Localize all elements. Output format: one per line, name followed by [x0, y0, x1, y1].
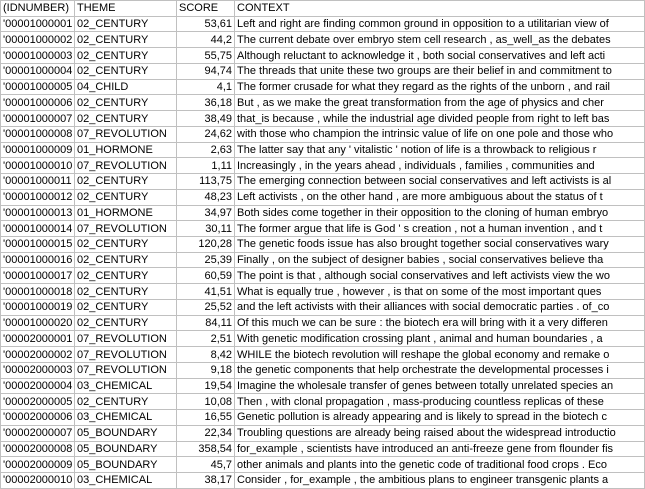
- table-row: [1, 268, 645, 284]
- id-cell[interactable]: '00001000012: [1, 189, 75, 205]
- context-cell[interactable]: The genetic foods issue has also brought together social conservatives wary: [235, 237, 645, 253]
- id-cell[interactable]: '00002000006: [1, 410, 75, 426]
- context-cell[interactable]: The emerging connection between social conservatives and left activists is al: [235, 174, 645, 190]
- theme-cell[interactable]: 05_BOUNDARY: [75, 425, 177, 441]
- table-row: [1, 142, 645, 158]
- theme-cell[interactable]: 02_CENTURY: [75, 189, 177, 205]
- id-cell[interactable]: '00001000002: [1, 32, 75, 48]
- context-cell[interactable]: the genetic components that help orchestrate the developmental processes i: [235, 362, 645, 378]
- table-row: [1, 158, 645, 174]
- score-cell[interactable]: 120,28: [177, 237, 235, 253]
- id-cell[interactable]: '00001000013: [1, 205, 75, 221]
- context-cell[interactable]: But , as we make the great transformation from the age of physics and cher: [235, 95, 645, 111]
- context-cell[interactable]: Increasingly , in the years ahead , individuals , families , communities and: [235, 158, 645, 174]
- table-row: [1, 16, 645, 32]
- id-cell[interactable]: '00002000007: [1, 425, 75, 441]
- table-row: [1, 441, 645, 457]
- table-row: [1, 174, 645, 190]
- context-cell[interactable]: What is equally true , however , is that on some of the most important ques: [235, 284, 645, 300]
- context-cell[interactable]: WHILE the biotech revolution will reshape the global economy and remake o: [235, 347, 645, 363]
- table-row: [1, 410, 645, 426]
- header-row: [1, 1, 645, 17]
- id-cell[interactable]: '00002000001: [1, 331, 75, 347]
- theme-cell[interactable]: 03_CHEMICAL: [75, 410, 177, 426]
- context-cell[interactable]: The former crusade for what they regard as the rights of the unborn , and rail: [235, 79, 645, 95]
- theme-cell[interactable]: 03_CHEMICAL: [75, 473, 177, 489]
- score-cell[interactable]: 10,08: [177, 394, 235, 410]
- score-cell[interactable]: 8,42: [177, 347, 235, 363]
- score-cell[interactable]: 25,39: [177, 252, 235, 268]
- table-row: [1, 252, 645, 268]
- context-cell[interactable]: With genetic modification crossing plant , animal and human boundaries , a: [235, 331, 645, 347]
- table-row: [1, 425, 645, 441]
- theme-cell[interactable]: 02_CENTURY: [75, 95, 177, 111]
- table-row: [1, 111, 645, 127]
- id-cell[interactable]: '00001000004: [1, 63, 75, 79]
- id-cell[interactable]: '00001000001: [1, 16, 75, 32]
- table-row: [1, 315, 645, 331]
- table-row: [1, 32, 645, 48]
- theme-cell[interactable]: 02_CENTURY: [75, 284, 177, 300]
- id-cell[interactable]: '00002000010: [1, 473, 75, 489]
- score-cell[interactable]: 9,18: [177, 362, 235, 378]
- score-cell[interactable]: 2,51: [177, 331, 235, 347]
- table-row: [1, 205, 645, 221]
- id-cell[interactable]: '00002000004: [1, 378, 75, 394]
- score-cell[interactable]: 19,54: [177, 378, 235, 394]
- score-cell[interactable]: 358,54: [177, 441, 235, 457]
- theme-cell[interactable]: 02_CENTURY: [75, 48, 177, 64]
- table-row: [1, 189, 645, 205]
- id-cell[interactable]: '00002000002: [1, 347, 75, 363]
- table-row: [1, 473, 645, 489]
- table-row: [1, 347, 645, 363]
- table-row: [1, 126, 645, 142]
- theme-cell[interactable]: 02_CENTURY: [75, 174, 177, 190]
- id-cell[interactable]: '00001000016: [1, 252, 75, 268]
- theme-cell[interactable]: 02_CENTURY: [75, 394, 177, 410]
- context-cell[interactable]: with those who champion the intrinsic value of life on one pole and those who: [235, 126, 645, 142]
- score-cell[interactable]: 24,62: [177, 126, 235, 142]
- score-cell[interactable]: 113,75: [177, 174, 235, 190]
- score-cell[interactable]: 55,75: [177, 48, 235, 64]
- context-cell[interactable]: The point is that , although social conservatives and left activists view the wo: [235, 268, 645, 284]
- score-cell[interactable]: 48,23: [177, 189, 235, 205]
- theme-cell[interactable]: 02_CENTURY: [75, 63, 177, 79]
- table-row: [1, 378, 645, 394]
- id-cell[interactable]: '00002000003: [1, 362, 75, 378]
- id-cell[interactable]: '00001000019: [1, 299, 75, 315]
- table-row: [1, 63, 645, 79]
- header-score[interactable]: SCORE: [177, 1, 235, 17]
- score-cell[interactable]: 41,51: [177, 284, 235, 300]
- context-cell[interactable]: Genetic pollution is already appearing and is likely to spread in the biotech c: [235, 410, 645, 426]
- theme-cell[interactable]: 02_CENTURY: [75, 252, 177, 268]
- context-cell[interactable]: Of this much we can be sure : the biotech era will bring with it a very differen: [235, 315, 645, 331]
- id-cell[interactable]: '00002000009: [1, 457, 75, 473]
- table-row: [1, 362, 645, 378]
- table-row: [1, 48, 645, 64]
- table-row: [1, 457, 645, 473]
- context-cell[interactable]: other animals and plants into the genetic code of traditional food crops . Eco: [235, 457, 645, 473]
- context-cell[interactable]: Imagine the wholesale transfer of genes between totally unrelated species an: [235, 378, 645, 394]
- context-cell[interactable]: Left activists , on the other hand , are more ambiguous about the status of t: [235, 189, 645, 205]
- theme-cell[interactable]: 03_CHEMICAL: [75, 378, 177, 394]
- id-cell[interactable]: '00001000008: [1, 126, 75, 142]
- table-row: [1, 331, 645, 347]
- theme-cell[interactable]: 01_HORMONE: [75, 205, 177, 221]
- score-cell[interactable]: 36,18: [177, 95, 235, 111]
- context-cell[interactable]: Then , with clonal propagation , mass-producing countless replicas of these: [235, 394, 645, 410]
- context-cell[interactable]: Troubling questions are already being raised about the widespread introductio: [235, 425, 645, 441]
- theme-cell[interactable]: 04_CHILD: [75, 79, 177, 95]
- theme-cell[interactable]: 05_BOUNDARY: [75, 457, 177, 473]
- theme-cell[interactable]: 02_CENTURY: [75, 268, 177, 284]
- theme-cell[interactable]: 07_REVOLUTION: [75, 347, 177, 363]
- id-cell[interactable]: '00001000020: [1, 315, 75, 331]
- id-cell[interactable]: '00001000018: [1, 284, 75, 300]
- score-cell[interactable]: 45,7: [177, 457, 235, 473]
- context-cell[interactable]: Consider , for_example , the ambitious plans to engineer transgenic plants a: [235, 473, 645, 489]
- context-cell[interactable]: Left and right are finding common ground in opposition to a utilitarian view of: [235, 16, 645, 32]
- id-cell[interactable]: '00001000015: [1, 237, 75, 253]
- context-cell[interactable]: Both sides come together in their opposition to the cloning of human embryo: [235, 205, 645, 221]
- id-cell[interactable]: '00001000006: [1, 95, 75, 111]
- context-cell[interactable]: that_is because , while the industrial age divided people from right to left bas: [235, 111, 645, 127]
- table-row: [1, 394, 645, 410]
- table-row: [1, 221, 645, 237]
- score-cell[interactable]: 4,1: [177, 79, 235, 95]
- score-cell[interactable]: 94,74: [177, 63, 235, 79]
- score-cell[interactable]: 1,11: [177, 158, 235, 174]
- score-cell[interactable]: 25,52: [177, 299, 235, 315]
- score-cell[interactable]: 22,34: [177, 425, 235, 441]
- score-cell[interactable]: 84,11: [177, 315, 235, 331]
- theme-cell[interactable]: 07_REVOLUTION: [75, 158, 177, 174]
- id-cell[interactable]: '00002000005: [1, 394, 75, 410]
- score-cell[interactable]: 38,49: [177, 111, 235, 127]
- score-cell[interactable]: 44,2: [177, 32, 235, 48]
- id-cell[interactable]: '00001000011: [1, 174, 75, 190]
- score-cell[interactable]: 34,97: [177, 205, 235, 221]
- id-cell[interactable]: '00001000014: [1, 221, 75, 237]
- table-row: [1, 299, 645, 315]
- theme-cell[interactable]: 02_CENTURY: [75, 111, 177, 127]
- theme-cell[interactable]: 02_CENTURY: [75, 237, 177, 253]
- theme-cell[interactable]: 02_CENTURY: [75, 16, 177, 32]
- theme-cell[interactable]: 07_REVOLUTION: [75, 331, 177, 347]
- id-cell[interactable]: '00001000003: [1, 48, 75, 64]
- id-cell[interactable]: '00002000008: [1, 441, 75, 457]
- theme-cell[interactable]: 02_CENTURY: [75, 299, 177, 315]
- score-cell[interactable]: 2,63: [177, 142, 235, 158]
- header-idnumber[interactable]: (IDNUMBER): [1, 1, 75, 17]
- score-cell[interactable]: 53,61: [177, 16, 235, 32]
- theme-cell[interactable]: 07_REVOLUTION: [75, 221, 177, 237]
- theme-cell[interactable]: 01_HORMONE: [75, 142, 177, 158]
- id-cell[interactable]: '00001000005: [1, 79, 75, 95]
- theme-cell[interactable]: 02_CENTURY: [75, 315, 177, 331]
- score-cell[interactable]: 60,59: [177, 268, 235, 284]
- context-cell[interactable]: for_example , scientists have introduced an anti-freeze gene from flounder fis: [235, 441, 645, 457]
- theme-cell[interactable]: 05_BOUNDARY: [75, 441, 177, 457]
- context-cell[interactable]: and the left activists with their alliances with social democratic parties . of_co: [235, 299, 645, 315]
- header-context[interactable]: CONTEXT: [235, 1, 645, 17]
- context-cell[interactable]: The threads that unite these two groups are their belief in and commitment to: [235, 63, 645, 79]
- context-cell[interactable]: The current debate over embryo stem cell research , as_well_as the debates: [235, 32, 645, 48]
- header-theme[interactable]: THEME: [75, 1, 177, 17]
- score-cell[interactable]: 30,11: [177, 221, 235, 237]
- context-cell[interactable]: Finally , on the subject of designer babies , social conservatives believe tha: [235, 252, 645, 268]
- score-cell[interactable]: 38,17: [177, 473, 235, 489]
- id-cell[interactable]: '00001000007: [1, 111, 75, 127]
- theme-cell[interactable]: 07_REVOLUTION: [75, 362, 177, 378]
- table-row: [1, 79, 645, 95]
- context-cell[interactable]: Although reluctant to acknowledge it , both social conservatives and left acti: [235, 48, 645, 64]
- table-row: [1, 95, 645, 111]
- theme-cell[interactable]: 07_REVOLUTION: [75, 126, 177, 142]
- table-row: [1, 284, 645, 300]
- context-cell[interactable]: The latter say that any ' vitalistic ' notion of life is a throwback to religious r: [235, 142, 645, 158]
- id-cell[interactable]: '00001000017: [1, 268, 75, 284]
- context-cell[interactable]: The former argue that life is God ' s creation , not a human invention , and t: [235, 221, 645, 237]
- id-cell[interactable]: '00001000010: [1, 158, 75, 174]
- id-cell[interactable]: '00001000009: [1, 142, 75, 158]
- table-row: [1, 237, 645, 253]
- theme-cell[interactable]: 02_CENTURY: [75, 32, 177, 48]
- score-cell[interactable]: 16,55: [177, 410, 235, 426]
